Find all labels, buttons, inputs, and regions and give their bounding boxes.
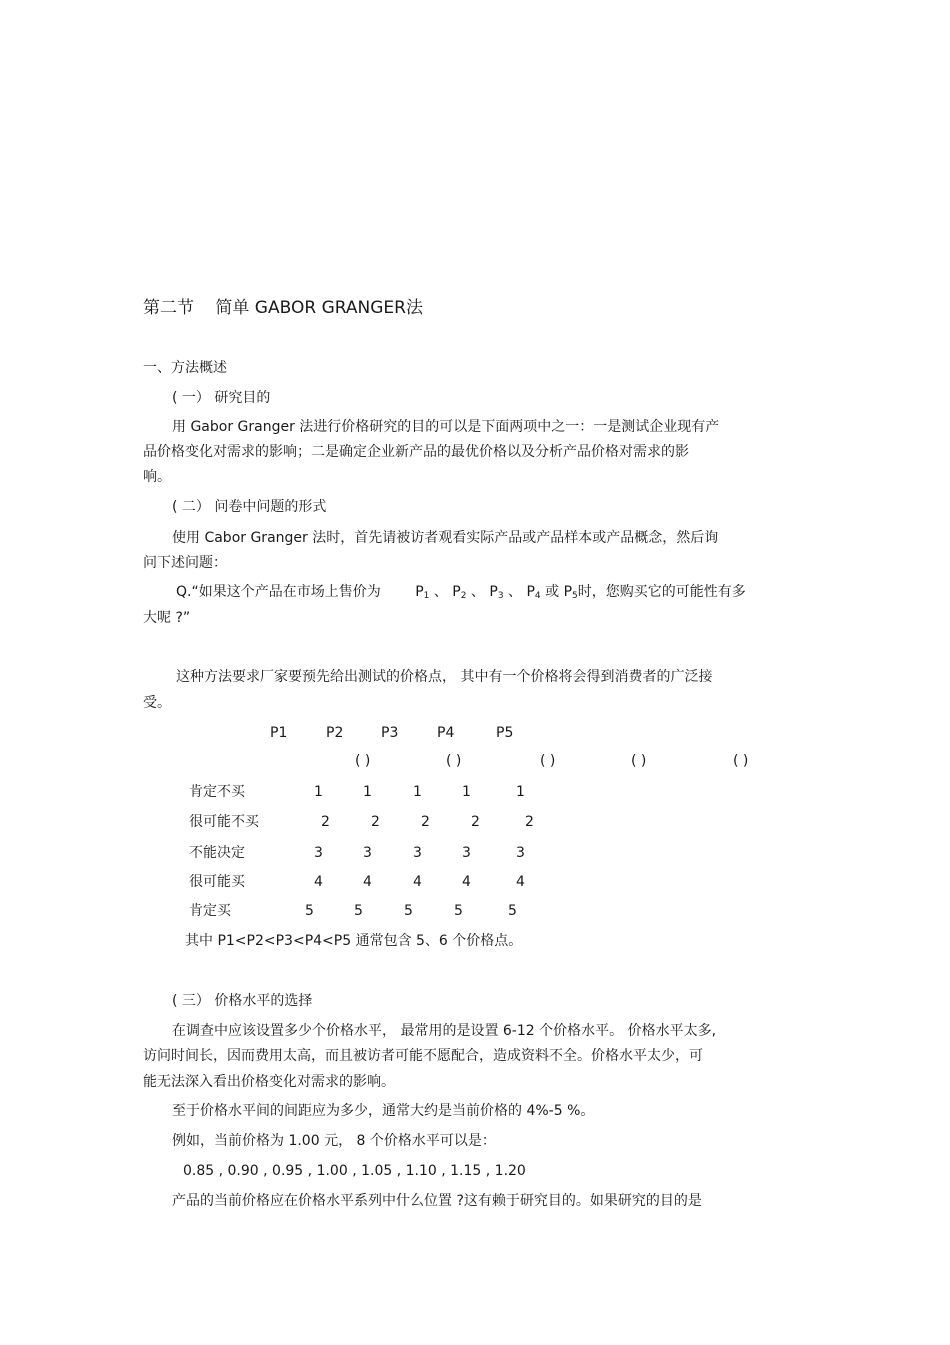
- subheading-price-level: ( 三） 价格水平的选择: [172, 993, 313, 1009]
- paragraph-line: 访问时间长，因而费用太高，而且被访者可能不愿配合，造成资料不全。价格水平太少，可: [143, 1048, 703, 1064]
- paragraph-line: 至于价格水平间的间距应为多少，通常大约是当前价格的 4%-5 %。: [172, 1103, 595, 1119]
- paragraph-line: 能无法深入看出价格变化对需求的影响。: [143, 1074, 395, 1090]
- table-row-label: 很可能不买: [189, 814, 259, 830]
- paragraph-line: 品价格变化对需求的影响；二是确定企业新产品的最优价格以及分析产品价格对需求的影: [143, 444, 689, 460]
- table-cell: 2: [471, 814, 480, 830]
- table-cell: 5: [404, 903, 413, 919]
- table-cell: 1: [516, 784, 525, 800]
- paragraph-line: 例如，当前价格为 1.00 元， 8 个价格水平可以是：: [172, 1133, 496, 1149]
- table-cell: 2: [321, 814, 330, 830]
- table-paren: ( ): [446, 753, 462, 769]
- table-cell: 1: [363, 784, 372, 800]
- table-cell: 3: [462, 845, 471, 861]
- table-cell: 3: [413, 845, 422, 861]
- paragraph-line: 这种方法要求厂家要预先给出测试的价格点， 其中有一个价格将会得到消费者的广泛接: [176, 669, 713, 685]
- table-header: P2: [326, 725, 344, 741]
- subheading-research-purpose: ( 一） 研究目的: [172, 390, 271, 406]
- table-cell: 1: [462, 784, 471, 800]
- table-cell: 4: [314, 874, 323, 890]
- table-cell: 5: [305, 903, 314, 919]
- heading-method-overview: 一、方法概述: [143, 360, 227, 376]
- subheading-question-form: ( 二） 问卷中问题的形式: [172, 499, 327, 515]
- table-cell: 4: [462, 874, 471, 890]
- paragraph-line: 受。: [143, 695, 171, 711]
- table-cell: 4: [413, 874, 422, 890]
- table-cell: 1: [413, 784, 422, 800]
- paragraph-line: 产品的当前价格应在价格水平系列中什么位置 ?这有赖于研究目的。如果研究的目的是: [172, 1193, 702, 1209]
- table-note: 其中 P1<P2<P3<P4<P5 通常包含 5、6 个价格点。: [185, 933, 523, 949]
- table-header: P5: [496, 725, 514, 741]
- section-title-main: 简单 GABOR GRANGER: [215, 298, 406, 318]
- table-cell: 3: [363, 845, 372, 861]
- table-row-label: 很可能买: [189, 874, 245, 890]
- paragraph-line: 响。: [143, 469, 171, 485]
- table-header: P4: [437, 725, 455, 741]
- table-header: P3: [381, 725, 399, 741]
- paragraph-line: 在调查中应该设置多少个价格水平， 最常用的是设置 6-12 个价格水平。 价格水平太多,: [172, 1023, 717, 1039]
- table-cell: 3: [314, 845, 323, 861]
- table-row-label: 肯定买: [189, 903, 231, 919]
- paragraph-line: 问下述问题：: [143, 555, 227, 571]
- table-cell: 5: [454, 903, 463, 919]
- table-paren: ( ): [540, 753, 556, 769]
- question-line-2: 大呢 ?”: [143, 610, 191, 626]
- table-header: P1: [270, 725, 288, 741]
- table-paren: ( ): [631, 753, 647, 769]
- section-title-suffix: 法: [405, 298, 423, 318]
- section-title: [143, 300, 423, 317]
- table-cell: 5: [508, 903, 517, 919]
- table-cell: 3: [516, 845, 525, 861]
- table-cell: 2: [371, 814, 380, 830]
- table-paren: ( ): [733, 753, 749, 769]
- table-cell: 4: [516, 874, 525, 890]
- table-cell: 1: [314, 784, 323, 800]
- table-cell: 4: [363, 874, 372, 890]
- price-levels-list: 0.85 , 0.90 , 0.95 , 1.00 , 1.05 , 1.10 , 1.15 , 1.20: [183, 1163, 526, 1179]
- table-paren: ( ): [355, 753, 371, 769]
- table-cell: 2: [421, 814, 430, 830]
- table-row-label: 不能决定: [189, 845, 245, 861]
- question-line: Q.“如果这个产品在市场上售价为 $P_1$ 、 $P_2$ 、 $P_3$ 、 $P_4$ 或 $P_5$时，您购买它的可能性有多: [176, 584, 746, 601]
- paragraph-line: 用 Gabor Granger 法进行价格研究的目的可以是下面两项中之一：一是测试企业现有产: [172, 419, 720, 435]
- table-cell: 2: [525, 814, 534, 830]
- table-cell: 5: [354, 903, 363, 919]
- table-row-label: 肯定不买: [189, 784, 245, 800]
- paragraph-line: 使用 Cabor Granger 法时，首先请被访者观看实际产品或产品样本或产品概念，然后询: [172, 530, 719, 546]
- section-number: 第二节: [143, 298, 194, 318]
